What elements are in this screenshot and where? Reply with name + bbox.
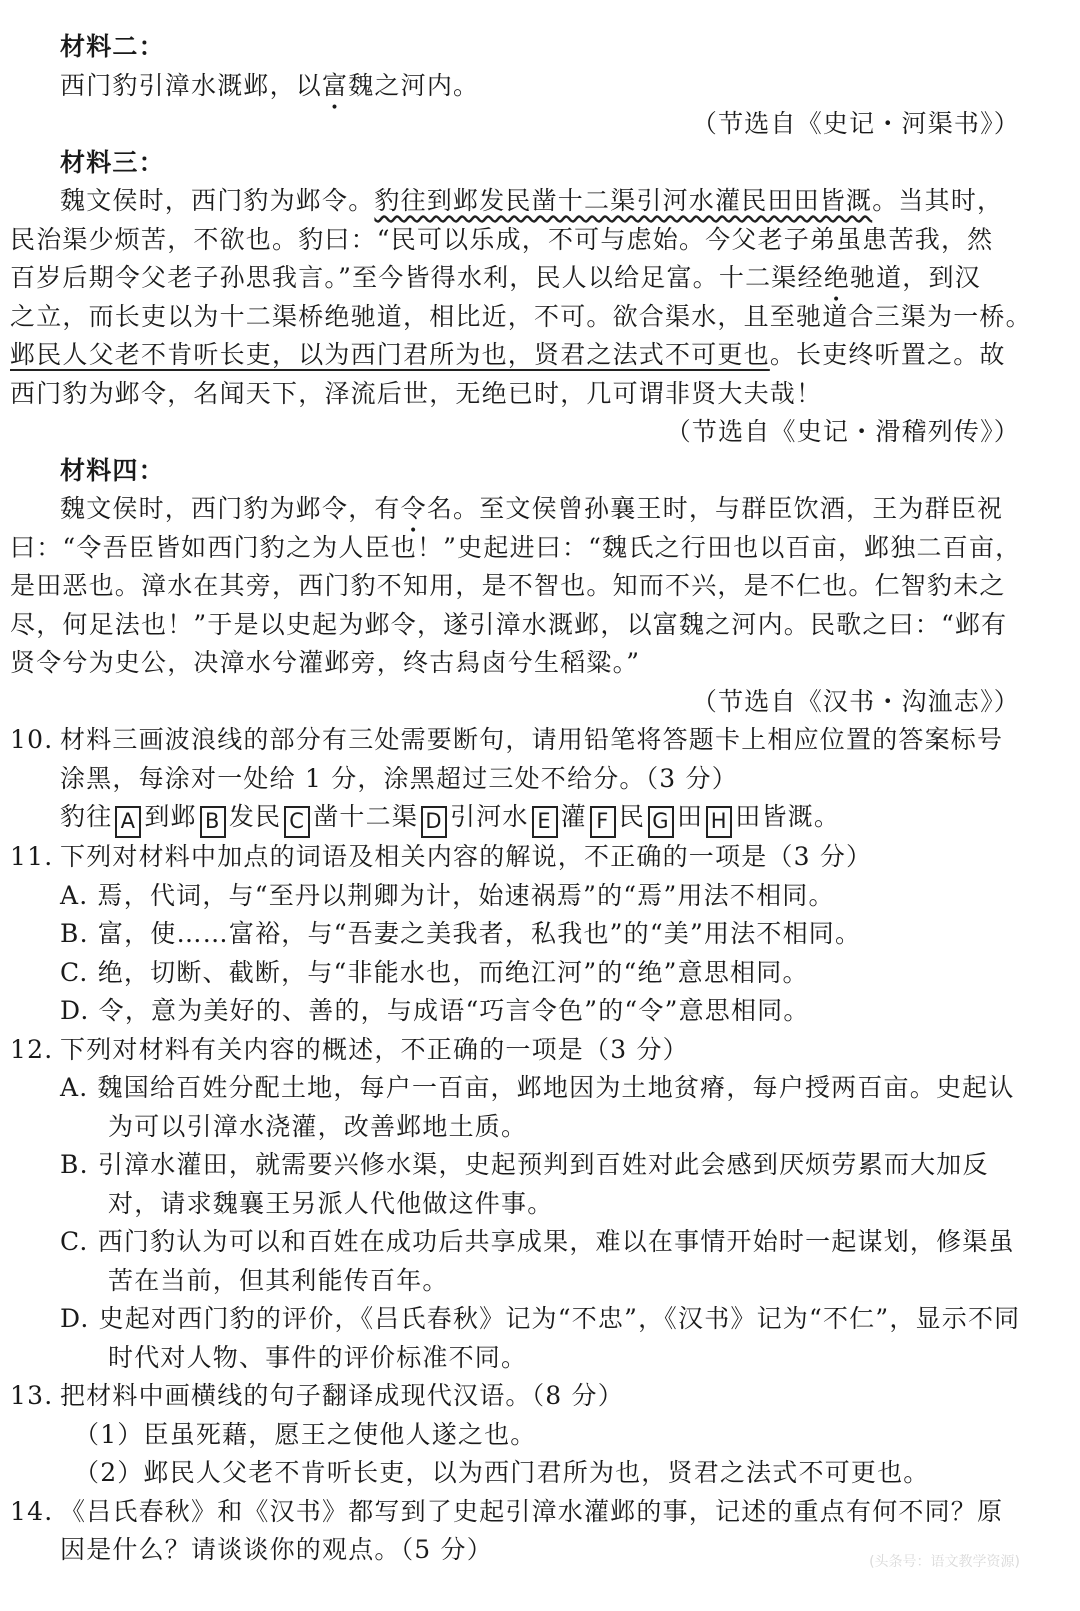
break-option-f[interactable]: F [590, 806, 616, 838]
segment-text: 灌 [560, 802, 587, 831]
break-option-e[interactable]: E [532, 806, 558, 838]
question-11-option-a[interactable]: A. 焉，代词，与“至丹以荆卿为计，始速祸焉”的“焉”用法不相同。 [60, 880, 835, 910]
break-option-h[interactable]: H [706, 806, 732, 838]
material-3-line-4: 之立，而长吏以为十二渠桥绝驰道，相比近，不可。欲合渠水，且至驰道合三渠为一桥。 [10, 301, 1032, 331]
material-4-line-2: 曰：“令吾臣皆如西门豹之为人臣也！”史起进曰：“魏氏之行田也以百亩，邺独二百亩， [10, 532, 1022, 562]
break-option-c[interactable]: C [284, 806, 310, 838]
dotted-word-fu: 富 [322, 70, 349, 100]
question-11-option-b[interactable]: B. 富，使……富裕，与“吾妻之美我者，私我也”的“美”用法不相同。 [60, 919, 862, 948]
question-11-text: 下列对材料中加点的词语及相关内容的解说，不正确的一项是（3 分） [60, 842, 873, 871]
material-3-line-5-b: 。长吏终听置之。故 [769, 340, 1006, 369]
material-3-line-3-b: 驰道，到汉 [849, 263, 981, 292]
material-4-line-1-b: 名。至文侯曾孙襄王时，与群臣饮酒，王为群臣祝 [426, 494, 1004, 523]
material-4-source: （节选自《汉书・沟洫志》） [691, 686, 1020, 716]
material-3-line-1 [10, 182, 1028, 221]
segment-text: 民 [618, 802, 646, 831]
question-12-text: 下列对材料有关内容的概述，不正确的一项是（3 分） [60, 1034, 689, 1064]
material-4-heading: 材料四： [60, 455, 165, 485]
question-11 [10, 838, 1028, 877]
material-4-line-1-a: 魏文侯时，西门豹为邺令，有 [60, 494, 401, 523]
material-4-line-3: 是田恶也。漳水在其旁，西门豹不知用，是不智也。知而不兴，是不仁也。仁智豹未之 [10, 571, 1006, 600]
material-2-heading: 材料二： [60, 32, 165, 61]
material-3-line-3-a: 百岁后期令父老子孙思我言。”至今皆得水利，民人以给足富。十二渠经 [10, 263, 824, 292]
question-10-segments [10, 798, 1028, 838]
question-11-option-c[interactable]: C. 绝，切断、截断，与“非能水也，而绝江河”的“绝”意思相同。 [60, 957, 809, 987]
question-14-text: 《吕氏春秋》和《汉书》都写到了史起引漳水灌邺的事，记述的重点有何不同？原因是什么？请谈谈你的观点。（5 分） [60, 1496, 1004, 1564]
dotted-word-ling: 令 [400, 494, 427, 523]
underlined-sentence: 邺民人父老不肯听长吏，以为西门君所为也，贤君之法式不可更也 [10, 340, 770, 369]
question-12-option-a[interactable]: A. 魏国给百姓分配土地，每户一百亩，邺地因为土地贫瘠，每户授两百亩。史起认为可以引漳水浇灌，改善邺地土质。 [60, 1073, 1015, 1141]
question-11-number: 11. [10, 842, 54, 871]
question-13-text: 把材料中画横线的句子翻译成现代汉语。（8 分） [60, 1381, 624, 1410]
material-2-text-b: 魏之河内。 [348, 70, 480, 100]
break-option-g[interactable]: G [648, 806, 674, 838]
material-3-line-2: 民治渠少烦苦，不欲也。豹曰：“民可以乐成，不可与虑始。今父老子弟虽患苦我，然 [10, 224, 994, 254]
question-13-sentence-1: （1）臣虽死藉，愿王之使他人遂之也。 [74, 1419, 537, 1449]
material-3-line-5 [10, 336, 1028, 375]
question-13-sentence-2: （2）邺民人父老不肯听长吏，以为西门君所为也，贤君之法式不可更也。 [74, 1458, 930, 1487]
material-4-line-5: 贤令兮为史公，决漳水兮灌邺旁，终古舄卤兮生稻粱。” [10, 648, 641, 677]
question-10-number: 10. [10, 725, 54, 754]
question-13-number: 13. [10, 1381, 54, 1410]
material-2-source: （节选自《史记・河渠书》） [691, 109, 1020, 138]
material-3-source: （节选自《史记・滑稽列传》） [665, 417, 1020, 446]
material-3-line-6: 西门豹为邺令，名闻天下，泽流后世，无绝已时，几可谓非贤大夫哉！ [10, 378, 823, 408]
question-12 [10, 1031, 1028, 1070]
question-12-number: 12. [10, 1034, 54, 1064]
material-3-line-1-b: 。当其时， [872, 186, 1004, 215]
material-3-line-1-a: 魏文侯时，西门豹为邺令。 [60, 186, 375, 215]
dotted-word-jue: 绝 [823, 263, 850, 292]
question-10 [10, 721, 1028, 798]
question-10-text: 材料三画波浪线的部分有三处需要断句，请用铅笔将答题卡上相应位置的答案标号涂黑，每涂对一处给 1 分，涂黑超过三处不给分。（3 分） [60, 725, 1004, 793]
question-12-option-d[interactable]: D. 史起对西门豹的评价，《吕氏春秋》记为“不忠”，《汉书》记为“不仁”，显示不同时代对人物、事件的评价标准不同。 [60, 1304, 1021, 1372]
question-13 [10, 1377, 1028, 1416]
break-option-a[interactable]: A [115, 806, 141, 838]
material-2-text [10, 67, 1028, 106]
question-12-option-c[interactable]: C. 西门豹认为可以和百姓在成功后共享成果，难以在事情开始时一起谋划，修渠虽苦在当前，但其利能传百年。 [60, 1227, 1015, 1295]
material-4-line-4: 尽，何足法也！”于是以史起为邺令，遂引漳水溉邺，以富魏之河内。民歌之曰：“邺有 [10, 609, 1008, 639]
segment-text: 发民 [228, 802, 282, 831]
break-option-d[interactable]: D [421, 806, 447, 838]
watermark: (头条号：语文教学资源) [869, 1553, 1020, 1570]
material-4-line-1 [10, 490, 1028, 529]
segment-text: 田皆溉。 [735, 802, 841, 831]
segment-text: 引河水 [450, 802, 529, 831]
segment-text: 田 [677, 802, 704, 831]
material-2-text-a: 西门豹引漳水溉邺，以 [60, 70, 323, 100]
material-3-line-3 [10, 259, 1028, 298]
segment-text: 豹往 [60, 802, 113, 831]
question-11-option-d[interactable]: D. 令，意为美好的、善的，与成语“巧言令色”的“令”意思相同。 [60, 996, 810, 1025]
wavy-underlined-passage: 豹往到邺发民凿十二渠引河水灌民田田皆溉 [374, 186, 873, 215]
break-option-b[interactable]: B [200, 806, 226, 838]
material-3-heading: 材料三： [60, 147, 165, 177]
question-12-option-b[interactable]: B. 引漳水灌田，就需要兴修水渠，史起预判到百姓对此会感到厌烦劳累而大加反对，请求魏襄王另派人代他做这件事。 [60, 1150, 989, 1218]
question-14-number: 14. [10, 1496, 54, 1526]
segment-text: 凿十二渠 [313, 802, 419, 831]
segment-text: 到邺 [144, 802, 197, 831]
